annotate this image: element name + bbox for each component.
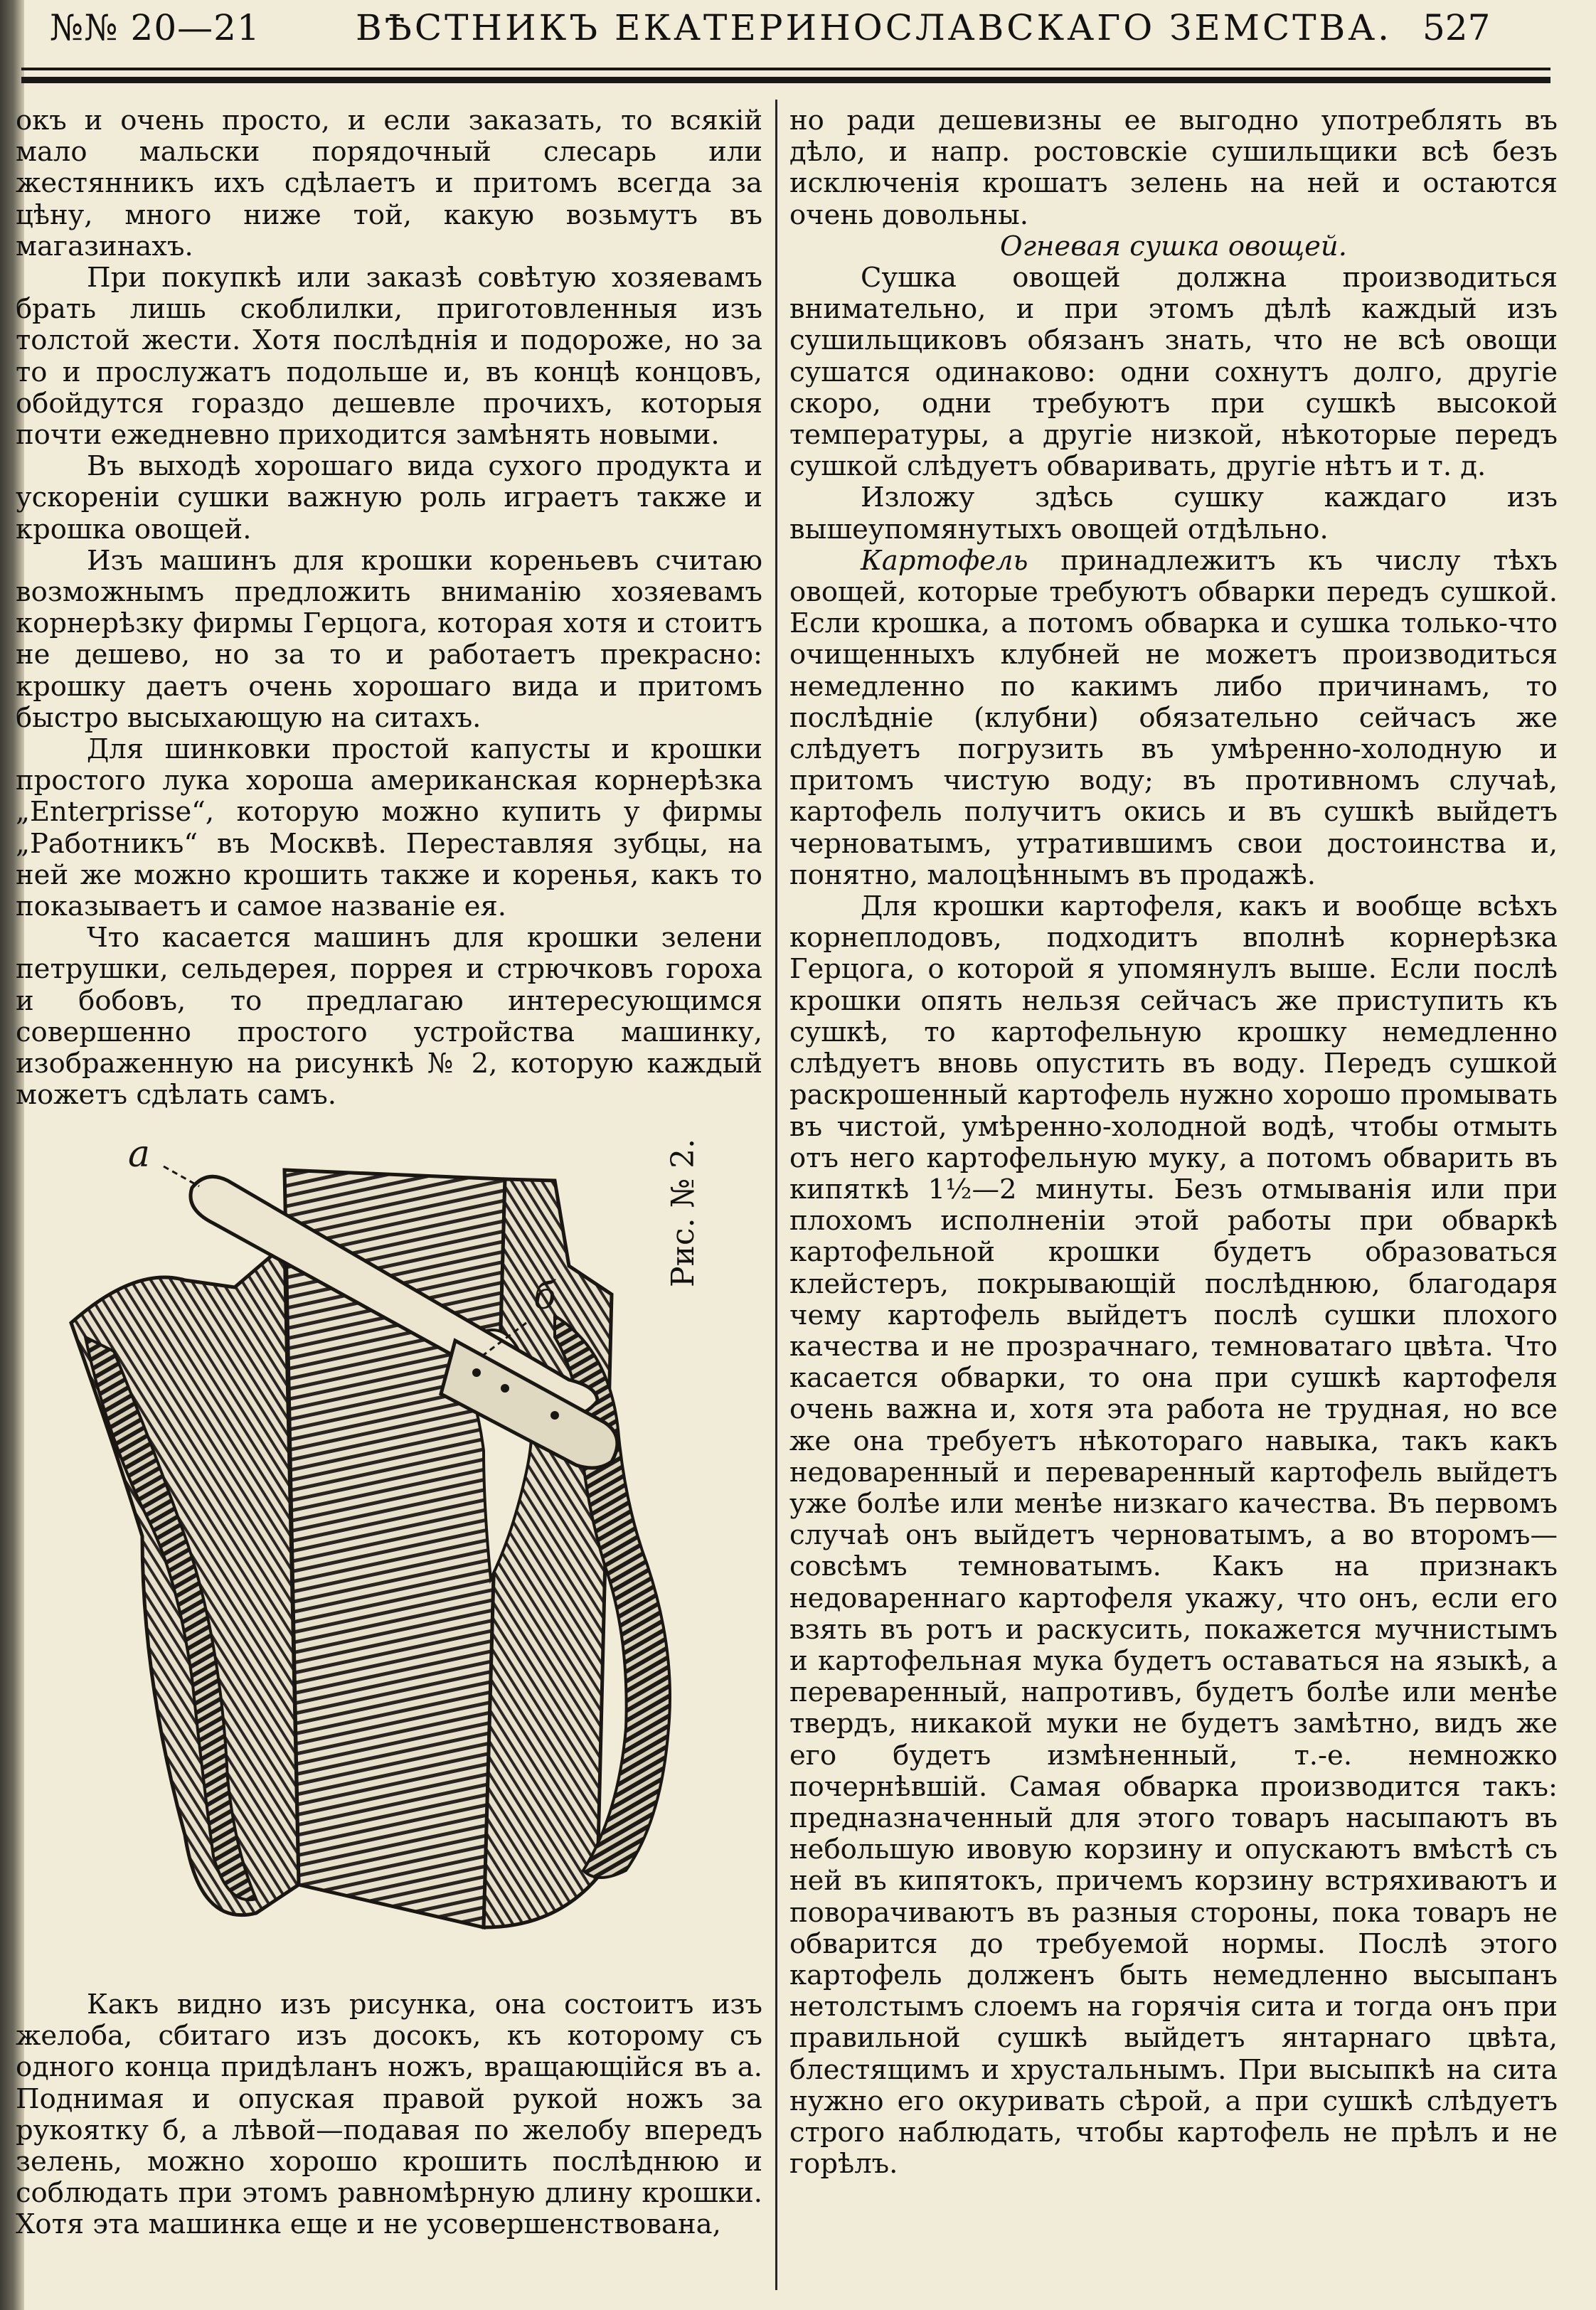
right-column — [789, 105, 1558, 2180]
section-heading: Огневая сушка овощей. — [1000, 230, 1347, 262]
paragraph: Что касается машинъ для крошки зелени петрушки, сельдерея, поррея и стрючковъ гороха и бобовъ, то предлагаю интересующимся совершенно простого устройства машинку, изображенную на рисункѣ № 2, которую каждый можетъ сдѣлать самъ. — [16, 922, 762, 1112]
paragraph: Въ выходѣ хорошаго вида сухого продукта и ускореніи сушки важную роль играетъ также и крошка овощей. — [16, 450, 762, 545]
left-column-bottom — [16, 1989, 762, 2241]
figure-caption: Рис. № 2. — [665, 1138, 701, 1287]
column-divider — [775, 100, 777, 2290]
inline-term-potato: Картофель — [861, 544, 1028, 577]
paragraph: Какъ видно изъ рисунка, она состоитъ изъ желоба, сбитаго изъ досокъ, къ которому съ одного конца придѣланъ ножъ, вращающійся въ а. Поднимая и опуская правой рукой ножъ за рукоятку б, а лѣвой—подавая по желобу впередъ зелень, можно хорошо крошить послѣднюю и соблюдать при этомъ равномѣрную длину крошки. Хотя эта машинка еще и не усовершенствована, — [16, 1989, 762, 2241]
figure-label-b: б — [533, 1275, 556, 1318]
paragraph: но ради дешевизны ее выгодно употреблять въ дѣло, и напр. ростовскіе сушильщики всѣ безъ исключенія крошатъ зелень на ней и остаются очень довольны. — [789, 105, 1558, 231]
header-rule-thin — [21, 68, 1550, 70]
paragraph-text: принадлежитъ къ числу тѣхъ овощей, которые требуютъ обварки передъ сушкой. Если крошка, а потомъ обварка и сушка только-что очищенныхъ клубней не можетъ производиться немедленно по какимъ либо причинамъ, то послѣдніе (клубни) обязательно сейчасъ же слѣдуетъ погрузить въ умѣренно-холодную и притомъ чистую воду; въ противномъ случаѣ, картофель получитъ окись и въ сушкѣ выйдетъ черноватымъ, утратившимъ свои достоинства и, понятно, малоцѣннымъ въ продажѣ. — [789, 544, 1558, 891]
paragraph: Сушка овощей должна производиться внимательно, и при этомъ дѣлѣ каждый изъ сушильщиковъ обязанъ знать, что не всѣ овощи сушатся одинаково: одни сохнутъ долго, другіе скоро, одни требуютъ при сушкѣ высокой температуры, а другіе низкой, нѣкоторые передъ сушкой слѣдуетъ обваривать, другіе нѣтъ и т. д. — [789, 262, 1558, 483]
page-header — [28, 0, 1558, 63]
page-number: 527 — [1422, 7, 1491, 48]
paragraph: Для шинковки простой капусты и крошки простого лука хороша американская корнерѣзка „Enterprisse“, которую можно купить у фирмы „Работникъ“ въ Москвѣ. Переставляя зубцы, на ней же можно крошить также и коренья, какъ то показываетъ и самое названіе ея. — [16, 733, 762, 923]
paragraph — [789, 545, 1558, 891]
paragraph: Изложу здѣсь сушку каждаго изъ вышеупомянутыхъ овощей отдѣльно. — [789, 481, 1558, 545]
left-column-top — [16, 105, 762, 1112]
paragraph: Для крошки картофеля, какъ и вообще всѣхъ корнеплодовъ, подходитъ вполнѣ корнерѣзка Герцога, о которой я упомянулъ выше. Если послѣ крошки опять нельзя сейчасъ же приступить къ сушкѣ, то картофельную крошку немедленно слѣдуетъ вновь опустить въ воду. Передъ сушкой раскрошенный картофель нужно хорошо промывать въ чистой, умѣренно-холодной водѣ, чтобы отмыть отъ него картофельную муку, а потомъ обварить въ кипяткѣ 1½—2 минуты. Безъ отмыванія или при плохомъ исполненіи этой работы при обваркѣ картофельной крошки будетъ образоваться клейстеръ, покрывающій послѣднюю, благодаря чему картофель выйдетъ послѣ сушки плохого качества и не прозрачнаго, темноватаго цвѣта. Что касается обварки, то она при сушкѣ картофеля очень важна и, хотя эта работа не трудная, но все же она требуетъ нѣкотораго навыка, такъ какъ недоваренный и переваренный картофель выйдетъ уже болѣе или менѣе низкаго качества. Въ первомъ случаѣ онъ выйдетъ черноватымъ, а во второмъ—совсѣмъ темноватымъ. Какъ на признакъ недовареннаго картофеля укажу, что онъ, если его взять въ ротъ и раскусить, покажется мучнистымъ и картофельная мука будетъ оставаться на языкѣ, а переваренный, напротивъ, будетъ болѣе или менѣе твердъ, никакой муки не будетъ замѣтно, видъ же его будетъ измѣненный, т.-е. немножко почернѣвшій. Самая обварка производится такъ: предназначенный для этого товаръ насыпаютъ въ небольшую ивовую корзину и опускаютъ вмѣстѣ съ ней въ кипятокъ, причемъ корзину встряхиваютъ и поворачиваютъ въ разныя стороны, пока товаръ не обварится до требуемой нормы. Послѣ этого картофель долженъ быть немедленно высыпанъ нетолстымъ слоемъ на горячія сита и тогда онъ при правильной сушкѣ выйдетъ янтарнаго цвѣта, блестящимъ и хрустальнымъ. При высыпкѣ на сита нужно его окуривать сѣрой, а при сушкѣ слѣдуетъ строго наблюдать, чтобы картофель не прѣлъ и не горѣлъ. — [789, 890, 1558, 2181]
paragraph: При покупкѣ или заказѣ совѣтую хозяевамъ брать лишь скоблилки, приготовленныя изъ толстой жести. Хотя послѣднія и подороже, но за то и прослужатъ подольше и, въ концѣ концовъ, обойдутся гораздо дешевле прочихъ, которыя почти ежедневно приходится замѣнять новыми. — [16, 262, 762, 452]
journal-title: ВѢСТНИКЪ ЕКАТЕРИНОСЛАВСКАГО ЗЕМСТВА. — [356, 7, 1393, 48]
header-rule-thick — [21, 77, 1550, 83]
issue-number: №№ 20—21 — [50, 7, 260, 48]
paragraph: Изъ машинъ для крошки кореньевъ считаю возможнымъ предложить вниманію хозяевамъ корнерѣзку фирмы Герцога, которая хотя и стоитъ не дешево, но за то и работаетъ прекрасно: крошку даетъ очень хорошаго вида и притомъ быстро высыхающую на ситахъ. — [16, 544, 762, 734]
herb-cutter-illustration — [57, 1138, 740, 1956]
figure-label-a: a — [128, 1138, 151, 1176]
paragraph: окъ и очень просто, и если заказать, то всякій мало мальски порядочный слесарь или жестянникъ ихъ сдѣлаетъ и притомъ всегда за цѣну, много ниже той, какую возьмутъ въ магазинахъ. — [16, 105, 762, 262]
